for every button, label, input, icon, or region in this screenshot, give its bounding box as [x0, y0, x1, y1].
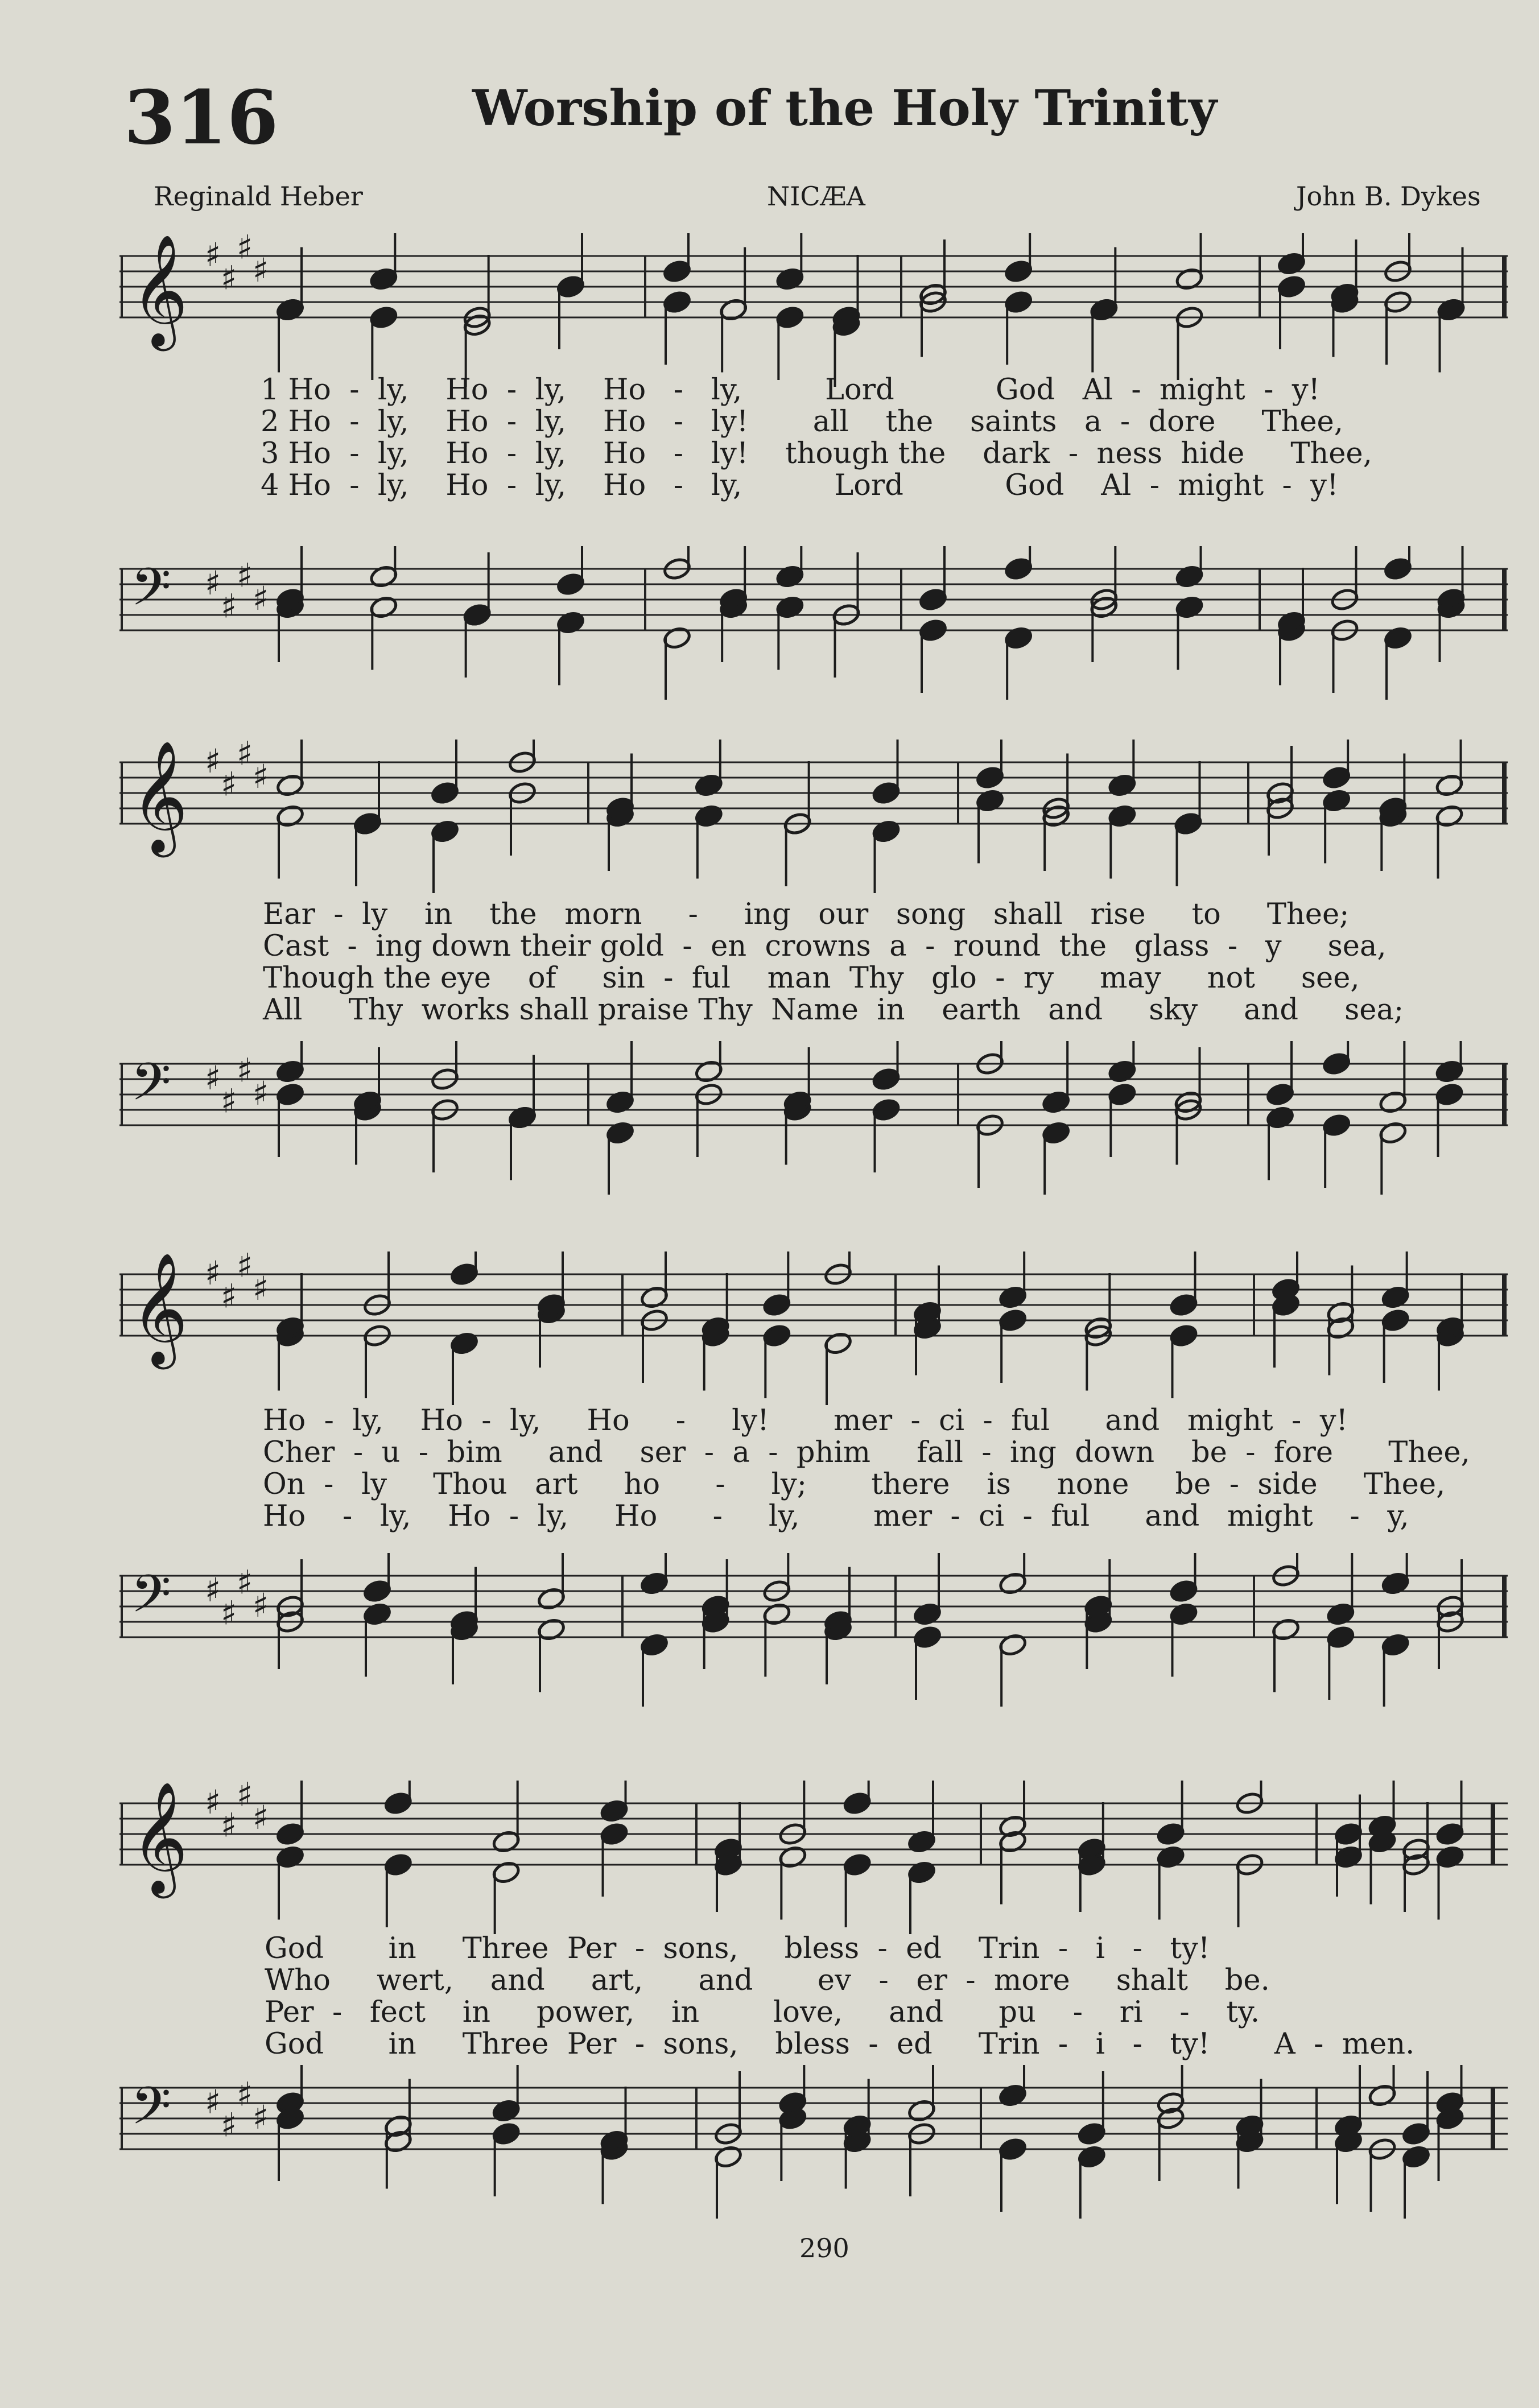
lyric-line-4-1: God in Three Per - sons, bless - ed Trin - i - ty! — [265, 1932, 1210, 1965]
sharp-icon: ♯ — [253, 757, 269, 796]
sharp-icon: ♯ — [237, 1781, 253, 1814]
treble-clef-icon: 𝄞 — [131, 1252, 188, 1365]
treble-clef-icon: 𝄞 — [131, 234, 188, 346]
bass-clef-icon: 𝄢 — [131, 1052, 171, 1125]
lyric-line-4-2: Who wert, and art, and ev - er - more shalt be. — [265, 1964, 1270, 1997]
bass-staff-4 — [119, 2065, 1513, 2219]
lyric-line-2-2: Cast - ing down their gold - en crowns a - round the glass - y sea, — [263, 930, 1387, 963]
sharp-icon: ♯ — [237, 2075, 253, 2114]
sharp-icon: ♯ — [253, 1074, 269, 1113]
sharp-icon: ♯ — [253, 1798, 269, 1837]
treble-staff-1 — [119, 233, 1513, 387]
treble-clef-icon: 𝄞 — [131, 740, 188, 853]
bass-staff-1 — [119, 546, 1513, 700]
sharp-icon: ♯ — [237, 556, 253, 595]
bass-staff-3 — [119, 1553, 1513, 1707]
lyric-line-1-4: 4 Ho - ly, Ho - ly, Ho - ly, Lord God Al - might - y! — [261, 469, 1339, 502]
sharp-icon: ♯ — [205, 564, 221, 602]
lyric-line-3-4: Ho - ly, Ho - ly, Ho - ly, mer - ci - ful and might - y, — [263, 1500, 1409, 1533]
hymn-title: Worship of the Holy Trinity — [472, 80, 1217, 137]
lyric-line-4-4: God in Three Per - sons, bless - ed Trin - i - ty! A - men. — [265, 2027, 1415, 2061]
sharp-icon: ♯ — [253, 251, 269, 290]
sharp-icon: ♯ — [253, 579, 269, 618]
sharp-icon: ♯ — [221, 1593, 237, 1633]
sharp-icon: ♯ — [205, 2083, 221, 2121]
composer-credit: John B. Dykes — [1296, 181, 1481, 212]
lyric-line-2-4: All Thy works shall praise Thy Name in earth and sky and sea; — [263, 993, 1404, 1027]
lyric-line-2-3: Though the eye of sin - ful man Thy glo - ry may not see, — [263, 961, 1360, 995]
bass-clef-icon: 𝄢 — [131, 557, 171, 630]
sharp-icon: ♯ — [205, 1059, 221, 1097]
lyric-line-2-1: Ear - ly in the morn - ing our song shall rise to Thee; — [263, 898, 1350, 931]
lyric-line-1-2: 2 Ho - ly, Ho - ly, Ho - ly! all the saints a - dore Thee, — [261, 405, 1343, 439]
sharp-icon: ♯ — [221, 1806, 237, 1845]
sharp-icon: ♯ — [221, 2105, 237, 2145]
sharp-icon: ♯ — [237, 1051, 253, 1090]
treble-staff-2 — [119, 740, 1513, 893]
sharp-icon: ♯ — [221, 586, 237, 626]
sharp-icon: ♯ — [237, 233, 253, 267]
sharp-icon: ♯ — [205, 236, 221, 274]
sharp-icon: ♯ — [205, 1571, 221, 1609]
sharp-icon: ♯ — [205, 1783, 221, 1822]
hymn-number: 316 — [124, 74, 279, 161]
sharp-icon: ♯ — [253, 1269, 269, 1308]
sharp-icon: ♯ — [237, 740, 253, 773]
treble-clef-icon: 𝄞 — [131, 1781, 188, 1894]
lyric-line-3-3: On - ly Thou art ho - ly; there is none be - side Thee, — [263, 1468, 1446, 1501]
sharp-icon: ♯ — [253, 2098, 269, 2137]
lyric-line-3-2: Cher - u - bim and ser - a - phim fall - ing down be - fore Thee, — [263, 1436, 1470, 1469]
author-credit: Reginald Heber — [154, 181, 363, 212]
sharp-icon: ♯ — [237, 1563, 253, 1602]
page-number: 290 — [799, 2233, 849, 2264]
sharp-icon: ♯ — [205, 1254, 221, 1292]
bass-staff-2 — [119, 1041, 1513, 1195]
sharp-icon: ♯ — [237, 1252, 253, 1285]
bass-clef-icon: 𝄢 — [131, 2076, 171, 2149]
sharp-icon: ♯ — [221, 1277, 237, 1316]
sharp-icon: ♯ — [253, 1586, 269, 1625]
sharp-icon: ♯ — [221, 258, 237, 298]
bass-clef-icon: 𝄢 — [131, 1564, 171, 1637]
treble-staff-4 — [119, 1781, 1513, 1934]
tune-name: NICÆA — [767, 181, 865, 212]
lyric-line-4-3: Per - fect in power, in love, and pu - ri - ty. — [265, 1996, 1260, 2029]
lyric-line-1-1: 1 Ho - ly, Ho - ly, Ho - ly, Lord God Al - might - y! — [261, 373, 1321, 407]
sharp-icon: ♯ — [221, 1081, 237, 1121]
lyric-line-1-3: 3 Ho - ly, Ho - ly, Ho - ly! though the dark - ness hide Thee, — [261, 437, 1372, 470]
sharp-icon: ♯ — [205, 742, 221, 780]
lyric-line-3-1: Ho - ly, Ho - ly, Ho - ly! mer - ci - ful and might - y! — [263, 1404, 1348, 1438]
treble-staff-3 — [119, 1252, 1513, 1405]
sharp-icon: ♯ — [221, 765, 237, 804]
